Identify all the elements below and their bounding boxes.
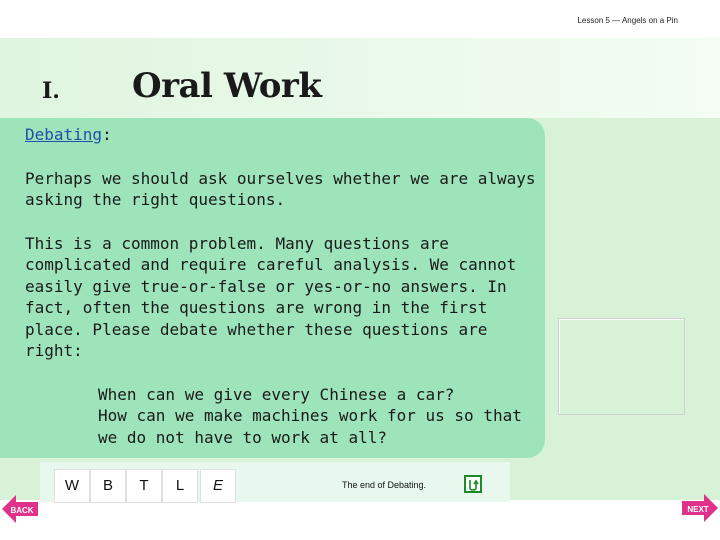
return-icon[interactable] (464, 475, 482, 493)
paragraph-1: Perhaps we should ask ourselves whether we are always asking the right questions. (25, 168, 536, 209)
question-2: How can we make machines work for us so that we do not have to work at all? (98, 406, 522, 447)
return-arrow-icon (466, 478, 480, 492)
nav-button-w[interactable]: W (54, 469, 90, 503)
debate-content (25, 124, 545, 448)
nav-button-b[interactable]: B (90, 469, 126, 503)
question-1: When can we give every Chinese a car? (98, 384, 455, 404)
lesson-header: Lesson 5 — Angels on a Pin (577, 16, 678, 25)
nav-button-e[interactable]: E (200, 469, 236, 503)
question-list (25, 384, 545, 449)
back-label: BACK (10, 506, 34, 515)
paragraph-2: This is a common problem. Many questions are complicated and require careful analysis. We cannot easily give true-or-false or yes-or-no answers. In fact, often the questions are wrong in the first place. Please debate whether these questions are right: (25, 233, 517, 360)
label-colon: : (102, 125, 112, 144)
section-title: Oral Work (132, 66, 322, 106)
nav-button-t[interactable]: T (126, 469, 162, 503)
debate-heading (25, 124, 545, 146)
debating-label[interactable]: Debating (25, 125, 103, 144)
back-button[interactable] (2, 495, 38, 523)
nav-button-l[interactable]: L (162, 469, 198, 503)
section-number: I. (42, 78, 60, 104)
next-arrow-icon (682, 494, 718, 522)
next-button[interactable] (682, 494, 718, 522)
empty-side-box (558, 318, 685, 415)
next-label: NEXT (687, 505, 709, 514)
back-arrow-icon (2, 495, 38, 523)
title-band (0, 38, 720, 118)
end-of-debating-link[interactable]: The end of Debating. (342, 480, 427, 490)
